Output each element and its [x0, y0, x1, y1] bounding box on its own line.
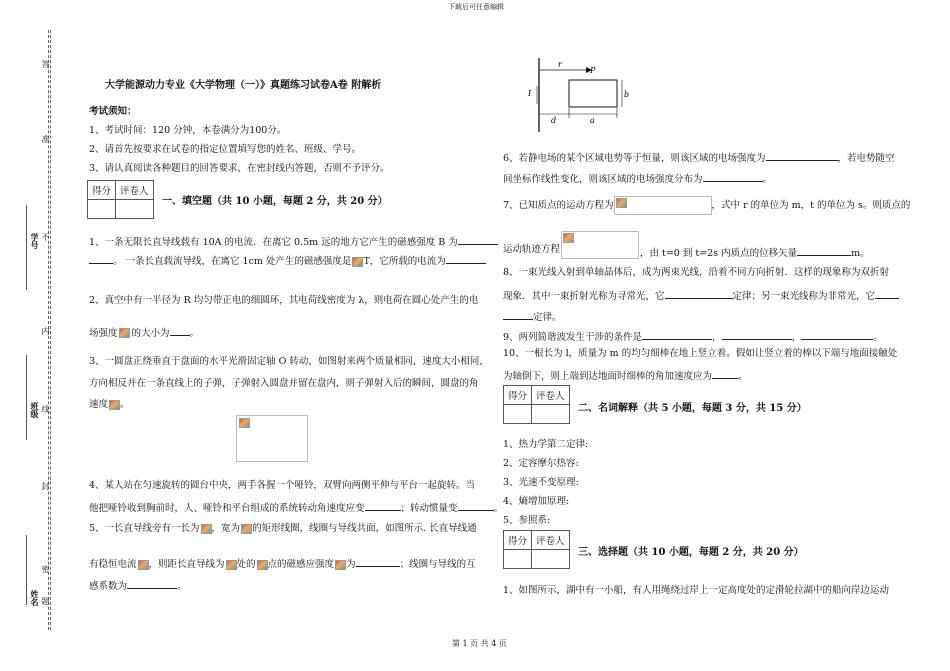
answer-blank[interactable] [801, 329, 873, 340]
label-a: a [590, 116, 595, 125]
label-i: I [528, 89, 532, 98]
answer-blank[interactable] [665, 288, 733, 299]
section-heading-fill: 一、填空题（共 10 小题，每题 2 分，共 20 分） [162, 196, 388, 207]
answer-blank[interactable] [766, 150, 838, 161]
score-cell[interactable] [88, 200, 116, 219]
score-label: 得分 [88, 181, 116, 200]
choice-question-1: 1、如图所示，湖中有一小船，有人用绳绕过岸上一定高度处的定滑轮拉湖中的船向岸边运动 [503, 585, 890, 596]
formula-icon [200, 523, 212, 534]
term-item: 1、热力学第二定律: [503, 439, 589, 450]
wire-loop-figure [528, 56, 638, 134]
formula-image [614, 196, 712, 215]
disc-figure-image [236, 415, 308, 462]
label-p: P [590, 66, 596, 75]
score-box [503, 385, 570, 424]
label-d: d [551, 116, 557, 125]
mark-mi: 密 [41, 565, 50, 573]
term-item: 4、熵增加原理: [503, 496, 570, 507]
answer-blank[interactable] [703, 171, 763, 182]
question-3: 3、一圆盘正绕垂直于盘面的水平光滑固定轴 O 转动，如图射来两个质量相同，速度大小相同， [89, 356, 489, 367]
answer-blank[interactable] [712, 368, 738, 379]
answer-blank[interactable] [642, 329, 712, 340]
score-box [503, 530, 570, 569]
mark-zhun: 准 [41, 135, 50, 143]
answer-blank[interactable] [875, 288, 899, 299]
mark-xian: 线 [41, 405, 50, 413]
score-label: 得分 [504, 531, 532, 550]
mark-da: 答 [41, 60, 50, 68]
formula-icon [334, 559, 346, 570]
answer-blank[interactable] [170, 325, 190, 336]
label-r: r [558, 60, 562, 69]
term-item: 5、参照系: [503, 515, 551, 526]
score-cell[interactable] [504, 405, 532, 424]
notice-heading: 考试须知： [89, 106, 137, 117]
question-6-cont: 间坐标作线性变化，则该区域的电场强度分布为 。 [503, 171, 772, 186]
formula-icon [108, 399, 120, 410]
page-title: 大学能源动力专业《大学物理（一）》真题练习试卷A卷 附解析 [105, 80, 382, 91]
question-5-end: 感系数为 。 [89, 578, 187, 593]
question-6: 6、若静电场的某个区域电势等于恒量，则该区域的电场强度为 ，若电势随空 [503, 150, 895, 165]
label-class: 班级 [30, 402, 40, 418]
question-3-cont: 方向相反并在一条直线上的子弹，子弹射入圆盘并留在盘内，则子弹射入后的瞬间，圆盘的角 [89, 378, 479, 389]
grader-cell[interactable] [532, 405, 570, 424]
section-heading-choice: 三、选择题（共 10 小题，每题 2 分，共 20 分） [578, 547, 804, 558]
question-8-end: 定律。 [503, 309, 562, 324]
name-fill-line [26, 535, 27, 605]
answer-blank[interactable] [446, 253, 486, 264]
section-heading-terms: 二、名词解释（共 5 小题，每题 3 分，共 15 分） [578, 403, 807, 414]
term-item: 3、光速不变原理: [503, 477, 579, 488]
mark-ti: 题 [41, 597, 50, 605]
notice-item: 3、请认真阅读各种题目的回答要求，在密封线内答题，否则不予评分。 [89, 163, 390, 174]
notice-item: 2、请首先按要求在试卷的指定位置填写您的姓名、班级、学号。 [89, 144, 362, 155]
notice-item: 1、考试时间：120 分钟，本卷满分为100分。 [89, 125, 287, 136]
question-9: 9、两列简谐波发生干涉的条件是 ， ， 。 [503, 329, 883, 344]
formula-icon [240, 523, 252, 534]
question-2-cont: 场强度 的大小为 。 [89, 325, 199, 341]
class-fill-line [26, 355, 27, 440]
grader-cell[interactable] [532, 550, 570, 569]
answer-blank[interactable] [356, 556, 400, 567]
formula-icon [118, 327, 132, 341]
question-5: 5、一长直导线旁有一长为 ，宽为 的矩形线圈，线圈与导线共面，如图所示. 长直导线通 [89, 523, 477, 534]
image-placeholder-icon [562, 232, 574, 243]
question-10: 10、一根长为 l，质量为 m 的均匀细棒在地上竖立着。假如让竖立着的棒以下端与地面接触处 [503, 348, 898, 359]
question-4-cont: 他把哑铃收到胸前时，人、哑铃和平台组成的系统转动角速度应变 ；转动惯量变 。 [89, 500, 503, 515]
grader-label: 评卷人 [532, 531, 570, 550]
label-name: 姓名 [30, 590, 40, 606]
label-student-id: 学号 [30, 233, 40, 249]
header-note: 下载后可任意编辑 [448, 3, 504, 11]
id-fill-line [26, 205, 27, 290]
answer-blank[interactable] [503, 309, 533, 320]
formula-icon [225, 559, 237, 570]
grader-cell[interactable] [116, 200, 154, 219]
page-footer: 第 1 页 共 4 页 [452, 639, 507, 648]
question-7: 7、已知质点的运动方程为 ，式中 r 的单位为 m，t 的单位为 s。则质点的 [503, 196, 910, 215]
question-7-cont: 运动轨迹方程 [503, 244, 561, 255]
grader-label: 评卷人 [532, 386, 570, 405]
question-5-cont: 有稳恒电流 ，则距长直导线为 处的 点的磁感应强度 为 ；线圈与导线的互 [89, 556, 476, 571]
term-item: 2、定容摩尔热容: [503, 458, 579, 469]
question-8: 8、一束光线入射到单轴晶体后，成为两束光线，沿着不同方向折射．这样的现象称为双折射 [503, 267, 890, 278]
binding-margin [22, 35, 52, 635]
question-4: 4、某人站在匀速旋转的圆台中央，两手各握一个哑铃，双臂向两侧平伸与平台一起旋转。当 [89, 480, 476, 491]
score-label: 得分 [504, 386, 532, 405]
answer-blank[interactable] [127, 578, 177, 589]
question-3-end: 速度 。 [89, 399, 130, 410]
score-cell[interactable] [504, 550, 532, 569]
grader-label: 评卷人 [116, 181, 154, 200]
question-1-cont: 。 一条长直载流导线，在离它 1cm 处产生的磁感强度是 T，它所载的电流为 [89, 253, 486, 268]
label-b: b [624, 90, 630, 99]
rectangular-loop [569, 80, 617, 107]
image-placeholder-icon [615, 197, 627, 208]
answer-blank[interactable] [89, 253, 113, 264]
formula-icon [351, 256, 363, 267]
question-7-end: ，由 t=0 到 t=2s 内质点的位移矢量 m。 [640, 245, 870, 260]
question-8-cont: 现象．其中一束折射光称为寻常光，它 定律；另一束光线称为非常光，它 [503, 288, 899, 303]
image-placeholder-icon [238, 417, 250, 428]
formula-icon [137, 559, 149, 570]
score-box [87, 180, 154, 219]
answer-blank[interactable] [365, 500, 401, 511]
answer-blank[interactable] [458, 500, 494, 511]
answer-blank[interactable] [722, 329, 792, 340]
formula-icon [256, 559, 268, 570]
answer-blank[interactable] [797, 245, 851, 256]
trajectory-answer-image [561, 231, 639, 259]
question-1: 1、一条无限长直导线载有 10A 的电流．在离它 0.5m 远的地方它产生的磁感强度 B 为 [89, 234, 498, 249]
question-2: 2、真空中有一半径为 R 均匀带正电的细圆环，其电荷线密度为 λ，则电荷在圆心处产生的电 [89, 295, 479, 306]
mark-feng: 封 [41, 482, 50, 490]
question-10-cont: 为轴倒下，则上端到达地面时细棒的角加速度应为 。 [503, 368, 748, 383]
mark-nei: 内 [41, 327, 50, 335]
answer-blank[interactable] [458, 234, 498, 245]
mark-bu: 不 [41, 233, 50, 241]
